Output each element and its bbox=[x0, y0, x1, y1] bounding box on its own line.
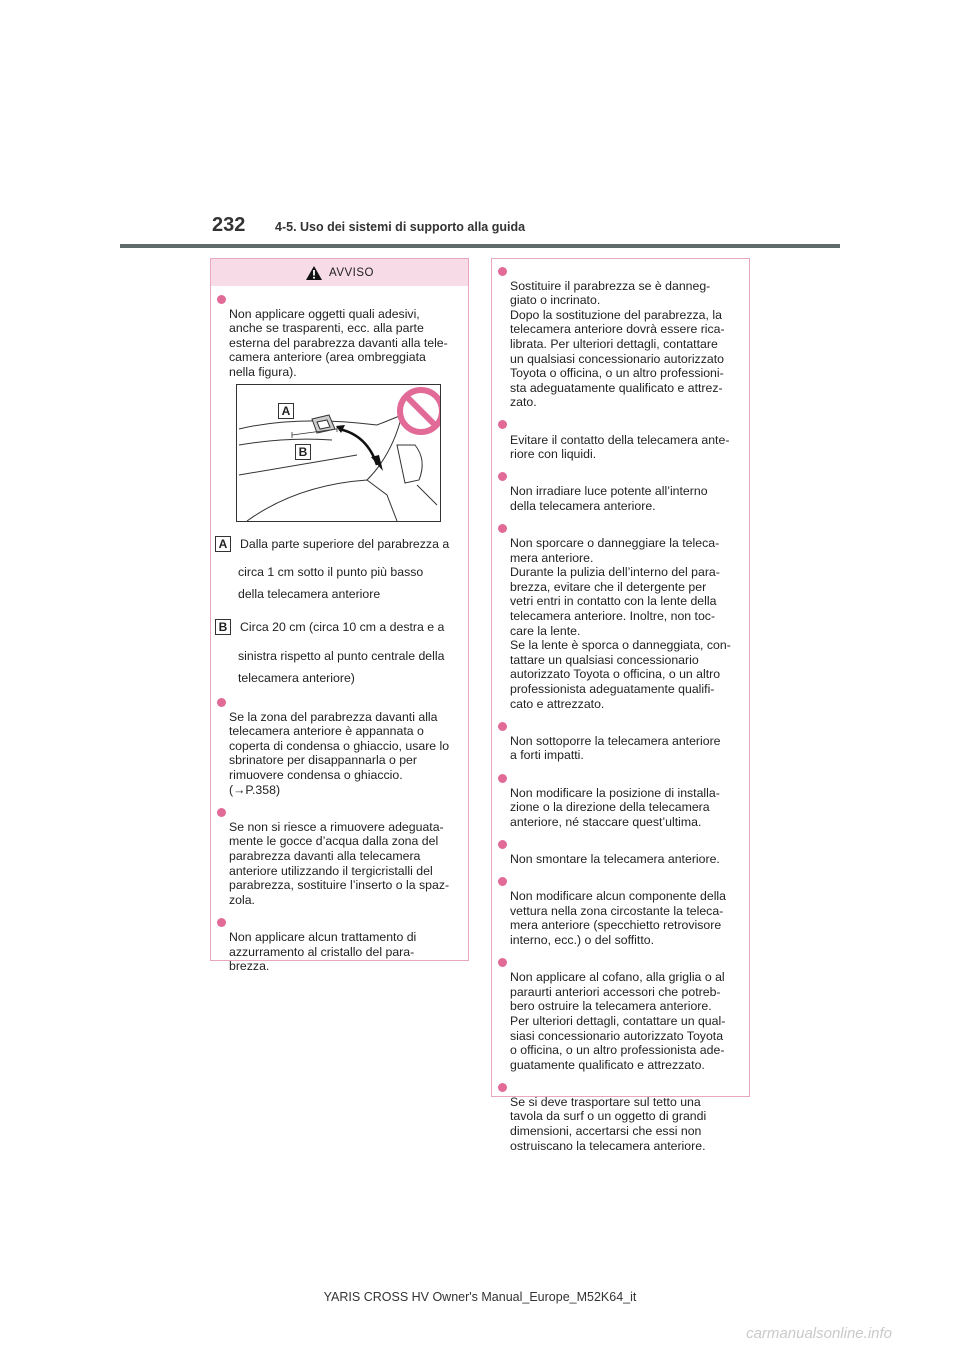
figure-label-a: A bbox=[278, 403, 294, 419]
bullet-dot-icon bbox=[498, 722, 507, 731]
list-item: Non sporcare o danneggiare la teleca- mera anteriore. Durante la pulizia dell’interno del para- brezza, evitare che il detergente per vetri entri in contatto con la lente della telecamera anteriore. Inoltre, non toc- care la lente. Se la lente è sporca o danneggiata, con- tattare un qualsiasi concessionario autorizzato Toyota o officina, o un altro professionista adeguatamente qualifi- cato e attrezzato. bbox=[498, 522, 743, 712]
warning-header bbox=[211, 259, 468, 286]
list-item: Se non si riesce a rimuovere adeguata- mente le gocce d’acqua dalla zona del parabrezza davanti alla telecamera anteriore utilizzando il tergicristalli del parabrezza, sostituire l’inserto o la spaz- zola. bbox=[217, 805, 462, 907]
list-item: Non modificare alcun componente della vettura nella zona circostante la teleca- mera anteriore (specchietto retrovisore interno, ecc.) o del soffitto. bbox=[498, 875, 743, 948]
figure-label-b: B bbox=[295, 444, 311, 460]
page-footer: YARIS CROSS HV Owner's Manual_Europe_M52K64_it bbox=[323, 1290, 637, 1304]
windshield-camera-figure bbox=[236, 384, 441, 522]
bullet-dot-icon bbox=[498, 420, 507, 429]
warning-panel-left bbox=[210, 258, 469, 974]
legend-b-line-2: sinistra rispetto al punto centrale della bbox=[238, 649, 445, 663]
bullet-dot-icon bbox=[498, 774, 507, 783]
left-bullets-top bbox=[217, 292, 462, 388]
list-item: Non applicare oggetti quali adesivi, anche se trasparenti, ecc. alla parte esterna del parabrezza davanti alla tele- camera anteriore (area ombreggiata nella figura). bbox=[217, 292, 462, 380]
legend-a-line-3: della telecamera anteriore bbox=[238, 587, 381, 601]
list-item: Non irradiare luce potente all’interno della telecamera anteriore. bbox=[498, 470, 743, 514]
watermark: carmanualsonline.info bbox=[746, 1325, 892, 1342]
list-item: Se si deve trasportare sul tetto una tavola da surf o un oggetto di grandi dimensioni, accertarsi che essi non ostruiscano la telecamera anteriore. bbox=[498, 1080, 743, 1153]
header-divider bbox=[120, 244, 840, 248]
warning-triangle-icon bbox=[305, 265, 323, 281]
page-number: 232 bbox=[212, 214, 246, 236]
bullet-dot-icon bbox=[498, 840, 507, 849]
bullet-dot-icon bbox=[498, 267, 507, 276]
legend-a-line-1: Dalla parte superiore del parabrezza a bbox=[240, 537, 450, 551]
list-item: Sostituire il parabrezza se è danneg- giato o incrinato. Dopo la sostituzione del parabrezza, la telecamera anteriore dovrà essere rica- librata. Per ulteriori dettagli, contattare un qualsiasi concessionario autorizzato Toyota o officina, o un altro professioni- sta adeguatamente qualificato e attrez- zato. bbox=[498, 264, 743, 410]
list-item: Non applicare alcun trattamento di azzurramento al cristallo del para- brezza. bbox=[217, 915, 462, 973]
list-item: Non applicare al cofano, alla griglia o al paraurti anteriori accessori che potreb- bero ostruire la telecamera anteriore. Per ulteriori dettagli, contattare un qual- siasi concessionario autorizzato Toyota o officina, o un altro professionista ade- guatamente qualificato e attrezzato. bbox=[498, 956, 743, 1073]
windshield-diagram bbox=[237, 385, 440, 521]
bullet-dot-icon bbox=[498, 472, 507, 481]
bullet-dot-icon bbox=[217, 698, 226, 707]
warning-panel-right bbox=[491, 258, 750, 1153]
bullet-dot-icon bbox=[498, 524, 507, 533]
list-item: Non smontare la telecamera anteriore. bbox=[498, 837, 743, 866]
list-item: Evitare il contatto della telecamera ante- riore con liquidi. bbox=[498, 418, 743, 462]
bullet-dot-icon bbox=[498, 958, 507, 967]
bullet-dot-icon bbox=[217, 295, 226, 304]
bullet-dot-icon bbox=[217, 808, 226, 817]
section-title: 4-5. Uso dei sistemi di supporto alla guida bbox=[275, 220, 526, 234]
right-bullets bbox=[498, 264, 743, 1161]
bullet-dot-icon bbox=[498, 1083, 507, 1092]
left-bullets-bottom bbox=[217, 695, 462, 982]
list-item: Non modificare la posizione di installa- zione o la direzione della telecamera anteriore, né staccare quest’ultima. bbox=[498, 771, 743, 829]
legend-a-marker: A bbox=[215, 536, 231, 552]
legend-b-marker: B bbox=[215, 619, 231, 635]
bullet-dot-icon bbox=[217, 918, 226, 927]
list-item: Se la zona del parabrezza davanti alla telecamera anteriore è appannata o coperta di condensa o ghiaccio, usare lo sbrinatore per disappannarla o per rimuovere condensa o ghiaccio. (→P.358) bbox=[217, 695, 462, 797]
legend-b-line-1: Circa 20 cm (circa 10 cm a destra e a bbox=[240, 620, 445, 634]
legend-a-line-2: circa 1 cm sotto il punto più basso bbox=[238, 565, 424, 579]
bullet-dot-icon bbox=[498, 877, 507, 886]
warning-title: AVVISO bbox=[329, 266, 374, 279]
legend-b-line-3: telecamera anteriore) bbox=[238, 671, 355, 685]
list-item: Non sottoporre la telecamera anteriore a forti impatti. bbox=[498, 719, 743, 763]
